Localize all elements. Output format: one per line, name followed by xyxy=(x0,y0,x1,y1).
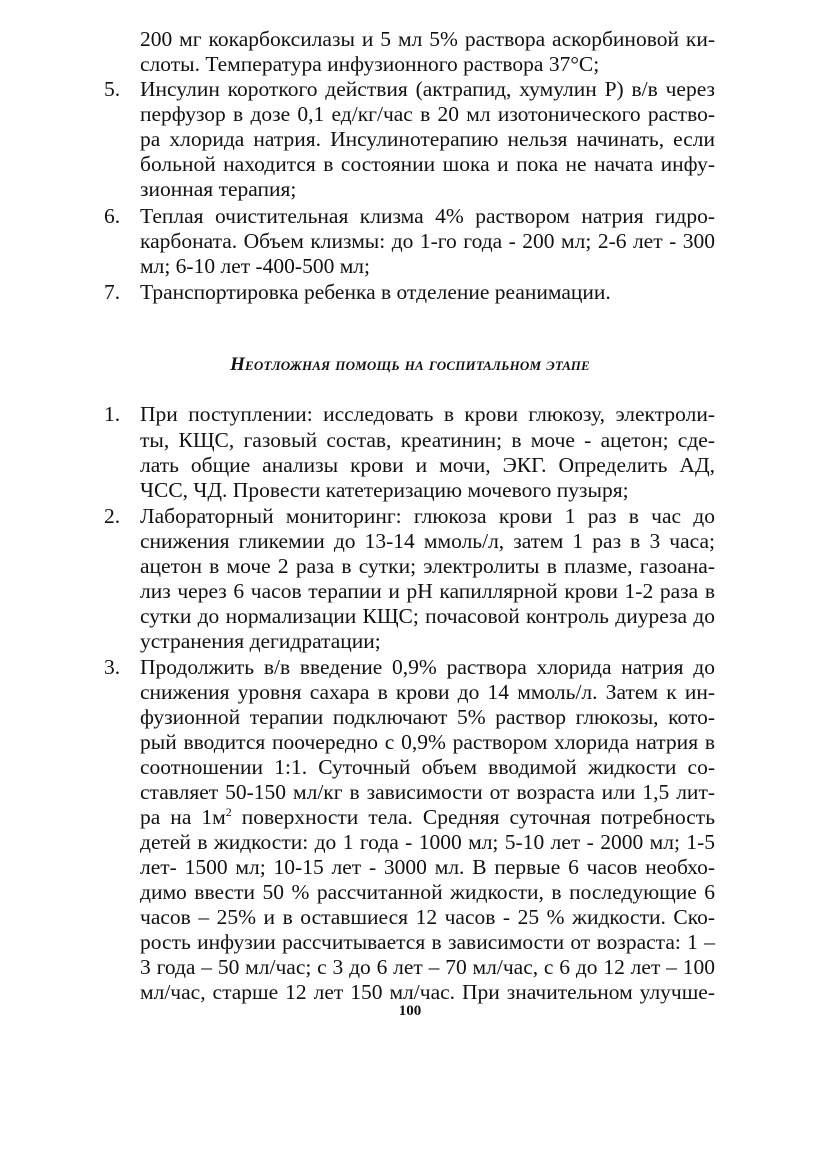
text-line: рый вводится поочередно с 0,9% раствором хлорида натрия в xyxy=(140,730,715,754)
text-line: 200 мг кокарбоксилазы и 5 мл 5% раствора аскорбиновой ки- xyxy=(140,27,715,51)
text-line: лать общие анализы крови и мочи, ЭКГ. Определить АД, xyxy=(140,453,715,477)
list-item-number: 2. xyxy=(104,504,121,528)
text-line: Продолжить в/в введение 0,9% раствора хлорида натрия до xyxy=(140,655,715,679)
text-line: мл/час, старше 12 лет 150 мл/час. При значительном улучше- xyxy=(140,980,715,1004)
text-line: устранения дегидратации; xyxy=(140,629,381,653)
section-heading: Неотложная помощь на госпитальном этапе xyxy=(230,354,590,375)
text-line: фузионной терапии подключают 5% раствор глюкозы, кото- xyxy=(140,705,715,729)
text-fragment: ра на 1м xyxy=(140,805,226,829)
list-item-number: 7. xyxy=(104,280,121,304)
text-line: зионная терапия; xyxy=(140,177,297,201)
superscript: 2 xyxy=(225,804,232,819)
list-item-number: 3. xyxy=(104,655,121,679)
text-line: рость инфузии рассчитывается в зависимости от возраста: 1 – xyxy=(140,930,715,954)
text-line: лет- 1500 мл; 10-15 лет - 3000 мл. В первые 6 часов необхо- xyxy=(140,855,715,879)
list-item-number: 6. xyxy=(104,204,121,228)
text-line: больной находится в состоянии шока и пока не начата инфу- xyxy=(140,152,715,176)
text-line: ЧСС, ЧД. Провести катетеризацию мочевого пузыря; xyxy=(140,478,629,502)
text-line: соотношении 1:1. Суточный объем вводимой жидкости со- xyxy=(140,755,715,779)
page-number: 100 xyxy=(398,1003,422,1019)
text-line: Транспортировка ребенка в отделение реанимации. xyxy=(140,280,611,304)
text-line: димо ввести 50 % рассчитанной жидкости, в последующие 6 xyxy=(140,880,715,904)
text-line: снижения уровня сахара в крови до 14 ммоль/л. Затем к ин- xyxy=(140,680,715,704)
list-item-number: 5. xyxy=(104,77,121,101)
text-line: При поступлении: исследовать в крови глюкозу, электроли- xyxy=(140,402,715,426)
text-line: лиз через 6 часов терапии и pH капиллярной крови 1-2 раза в xyxy=(140,579,715,603)
text-line: Лабораторный мониторинг: глюкоза крови 1 раз в час до xyxy=(140,504,715,528)
text-line-with-superscript xyxy=(140,805,715,830)
text-line: карбоната. Объем клизмы: до 1-го года - 200 мл; 2-6 лет - 300 xyxy=(140,229,715,253)
text-line: Теплая очистительная клизма 4% раствором натрия гидро- xyxy=(140,204,715,228)
text-line: ставляет 50-150 мл/кг в зависимости от возраста или 1,5 лит- xyxy=(140,780,715,804)
text-line: 3 года – 50 мл/час; с 3 до 6 лет – 70 мл/час, с 6 до 12 лет – 100 xyxy=(140,955,715,979)
text-line: перфузор в дозе 0,1 ед/кг/час в 20 мл изотонического раство- xyxy=(140,102,715,126)
text-line: ра хлорида натрия. Инсулинотерапию нельзя начинать, если xyxy=(140,127,715,151)
text-line: детей в жидкости: до 1 года - 1000 мл; 5-10 лет - 2000 мл; 1-5 xyxy=(140,830,715,854)
text-line: снижения гликемии до 13-14 ммоль/л, затем 1 раз в 3 часа; xyxy=(140,529,715,553)
text-line: сутки до нормализации КЩС; почасовой контроль диуреза до xyxy=(140,604,715,628)
text-line: слоты. Температура инфузионного раствора 37°С; xyxy=(140,52,600,76)
text-line: часов – 25% и в оставшиеся 12 часов - 25 % жидкости. Ско- xyxy=(140,905,715,929)
list-item-number: 1. xyxy=(104,402,121,426)
text-line: мл; 6-10 лет -400-500 мл; xyxy=(140,254,371,278)
text-line: ты, КЩС, газовый состав, креатинин; в моче - ацетон; сде- xyxy=(140,428,715,452)
text-fragment: поверхности тела. Средняя суточная потребность xyxy=(231,805,715,829)
text-line: Инсулин короткого действия (актрапид, хумулин Р) в/в через xyxy=(140,77,715,101)
text-line: ацетон в моче 2 раза в сутки; электролиты в плазме, газоана- xyxy=(140,554,715,578)
